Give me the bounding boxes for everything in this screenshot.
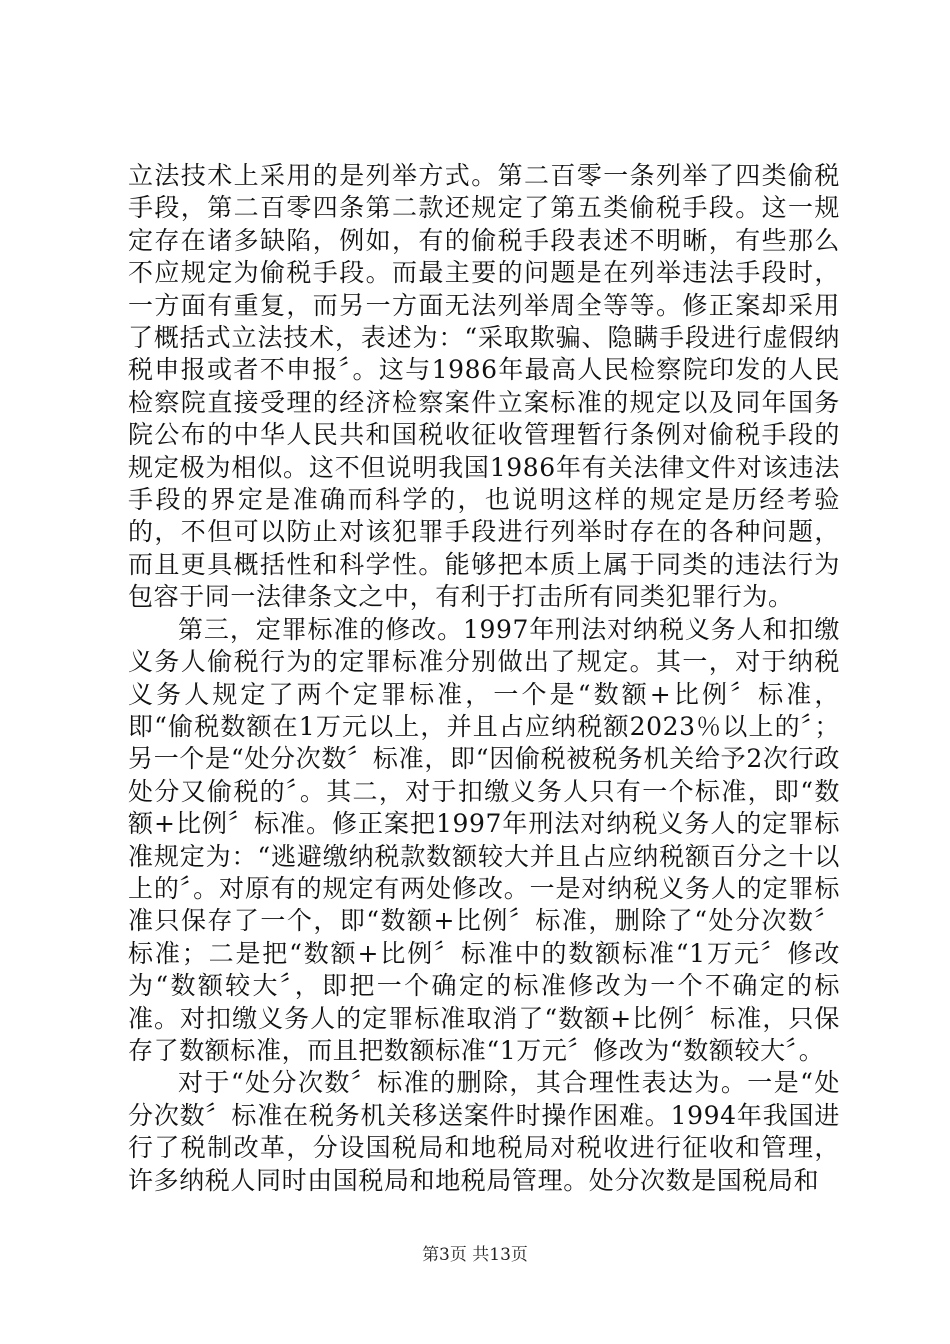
paragraph-1: 立法技术上采用的是列举方式。第二百零一条列举了四类偷税手段，第二百零四条第二款还规定了第五类偷税手段。这一规定存在诸多缺陷，例如，有的偷税手段表述不明晰，有些那么不应规定为偷税手段。而最主要的问题是在列举违法手段时，一方面有重复，而另一方面无法列举周全等等。修正案却采用了概括式立法技术，表述为：“采取欺骗、隐瞒手段进行虚假纳税申报或者不申报〞。这与1986年最高人民检察院印发的人民检察院直接受理的经济检察案件立案标准的规定以及同年国务院公布的中华人民共和国税收征收管理暂行条例对偷税手段的规定极为相似。这不但说明我国1986年有关法律文件对该违法手段的界定是准确而科学的，也说明这样的规定是历经考验的，不但可以防止对该犯罪手段进行列举时存在的各种问题，而且更具概括性和科学性。能够把本质上属于同类的违法行为包容于同一法律条文之中，有利于打击所有同类犯罪行为。 <box>128 161 840 612</box>
document-body <box>128 160 840 1197</box>
paragraph-3: 对于“处分次数〞标准的删除，其合理性表达为。一是“处分次数〞标准在税务机关移送案件时操作困难。1994年我国进行了税制改革，分设国税局和地税局对税收进行征收和管理，许多纳税人同时由国税局和地税局管理。处分次数是国税局和 <box>128 1068 840 1195</box>
paragraph-2: 第三，定罪标准的修改。1997年刑法对纳税义务人和扣缴义务人偷税行为的定罪标准分别做出了规定。其一，对于纳税义务人规定了两个定罪标准，一个是“数额+比例〞标准，即“偷税数额在1万元以上，并且占应纳税额2023％以上的〞；另一个是“处分次数〞标准，即“因偷税被税务机关给予2次行政处分又偷税的〞。其二，对于扣缴义务人只有一个标准，即“数额+比例〞标准。修正案把1997年刑法对纳税义务人的定罪标准规定为：“逃避缴纳税款数额较大并且占应纳税额百分之十以上的〞。对原有的规定有两处修改。一是对纳税义务人的定罪标准只保存了一个，即“数额+比例〞标准，删除了“处分次数〞标准；二是把“数额+比例〞标准中的数额标准“1万元〞修改为“数额较大〞，即把一个确定的标准修改为一个不确定的标准。对扣缴义务人的定罪标准取消了“数额+比例〞标准，只保存了数额标准，而且把数额标准“1万元〞修改为“数额较大〞。 <box>128 614 840 1065</box>
page-number-footer: 第3页 共13页 <box>422 1245 528 1265</box>
